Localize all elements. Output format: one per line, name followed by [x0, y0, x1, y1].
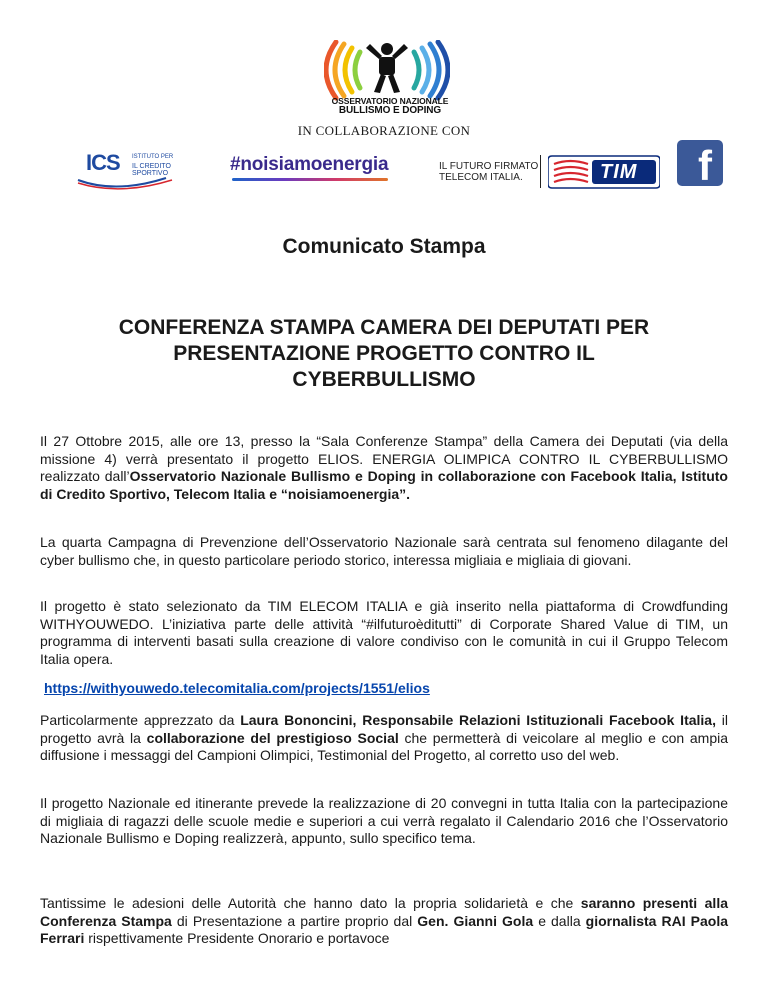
p4-text-c: che permetterà di veicolare al meglio e con ampia diffusione i messaggi del Campioni Olimpici, Testimonial del Progetto, al corretto uso del web.: [40, 729, 729, 764]
p1-text: Il 27 Ottobre 2015, alle ore 13, presso la “Sala Conferenze Stampa” della Camera dei Deputati (via della missione 4) verrà presentato il progetto ELIOS. ENERGIA OLIMPICA CONTRO IL CYBERBULLISMO realizzato dall’: [40, 433, 728, 485]
p4-bold-b: collaborazione del prestigioso Social: [146, 729, 399, 746]
p6-bold-c: giornalista RAI Paola Ferrari: [40, 912, 728, 947]
noisiamoenergia-underline: [232, 178, 388, 181]
ics-line-1: ISTITUTO PER: [132, 154, 174, 160]
headline: [60, 315, 708, 393]
p6-text-a: Tantissime le adesioni delle Autorità che hanno dato la propria solidarietà e che: [40, 895, 581, 911]
tim-text: TIM: [600, 161, 638, 183]
paragraph-3: Il progetto è stato selezionato da TIM ELECOM ITALIA e già inserito nella piattaforma di Crowdfunding WITHYOUWEDO. L’iniziativa parte delle attività “#ilfuturoèditutti” di Corporate Shared Value di TIM, un programma di interventi basati sulla creazione di valore condiviso con le comunità in cui il Gruppo Telecom Italia opera.: [40, 598, 728, 667]
paragraph-4: [40, 712, 728, 765]
tim-claim-line-1: IL FUTURO FIRMATO: [439, 161, 539, 172]
paragraph-5: Il progetto Nazionale ed itinerante prevede la realizzazione di 20 convegni in tutta Italia con la partecipazione di migliaia di ragazzi delle scuole medie e superiori a cui verrà regalato il Calendario 2016 che l’Osservatorio Nazionale Bullismo e Doping realizzerà, appunto, sullo specifico tema.: [40, 795, 728, 847]
p6-bold-b: Gen. Gianni Gola: [417, 912, 534, 929]
p4-bold-a: Laura Bononcini, Responsabile Relazioni Istituzionali Facebook Italia,: [240, 712, 716, 728]
tim-claim: [439, 161, 538, 183]
noisiamoenergia-text: #noisiamoenergia: [230, 154, 389, 175]
ics-logo: [76, 150, 206, 190]
p6-text-c: e dalla: [533, 912, 586, 929]
logo-line-1: OSSERVATORIO NAZIONALE: [331, 96, 449, 106]
paragraph-2: La quarta Campagna di Prevenzione dell’Osservatorio Nazionale sarà centrata sul fenomeno dilagante del cyber bullismo che, in questo particolare periodo storico, interessa migliaia e migliaia di giovani.: [40, 534, 728, 568]
document-title: Comunicato Stampa: [282, 235, 486, 258]
p6-bold-a: saranno presenti alla Conferenza Stampa: [40, 895, 729, 929]
p6-text-d: rispettivamente Presidente Onorario e portavoce: [84, 930, 390, 947]
withyouwedo-link[interactable]: https://withyouwedo.telecomitalia.com/projects/1551/elios: [44, 680, 430, 696]
facebook-logo: [677, 140, 723, 189]
logo-line-2: BULLISMO E DOPING: [338, 105, 442, 116]
p4-text-b: il progetto avrà la: [40, 712, 728, 746]
tim-logo: [548, 154, 660, 190]
tim-claim-line-2: TELECOM ITALIA.: [439, 172, 523, 183]
facebook-letter: f: [698, 142, 712, 189]
tim-separator: [540, 155, 541, 188]
p4-text-a: Particolarmente apprezzato da: [40, 712, 241, 728]
p6-text-b: di Presentazione a partire proprio dal: [171, 912, 418, 929]
paragraph-1: [40, 433, 728, 503]
collaboration-label: IN COLLABORAZIONE CON: [297, 123, 471, 138]
ics-line-2: IL CREDITO SPORTIVO: [132, 163, 171, 177]
headline-line-2: PRESENTAZIONE PROGETTO CONTRO IL: [173, 342, 595, 365]
paragraph-6: [40, 895, 728, 948]
osservatorio-logo-text: [330, 96, 450, 116]
headline-line-1: CONFERENZA STAMPA CAMERA DEI DEPUTATI PER: [118, 316, 650, 339]
noisiamoenergia-logo: [230, 154, 388, 176]
p1-bold: Osservatorio Nazionale Bullismo e Doping in collaborazione con Facebook Italia, Istituto di Credito Sportivo, Telecom Italia e “noisiamoenergia”.: [40, 468, 728, 502]
ics-abbr: ICS: [86, 150, 120, 175]
headline-line-3: CYBERBULLISMO: [292, 368, 476, 391]
